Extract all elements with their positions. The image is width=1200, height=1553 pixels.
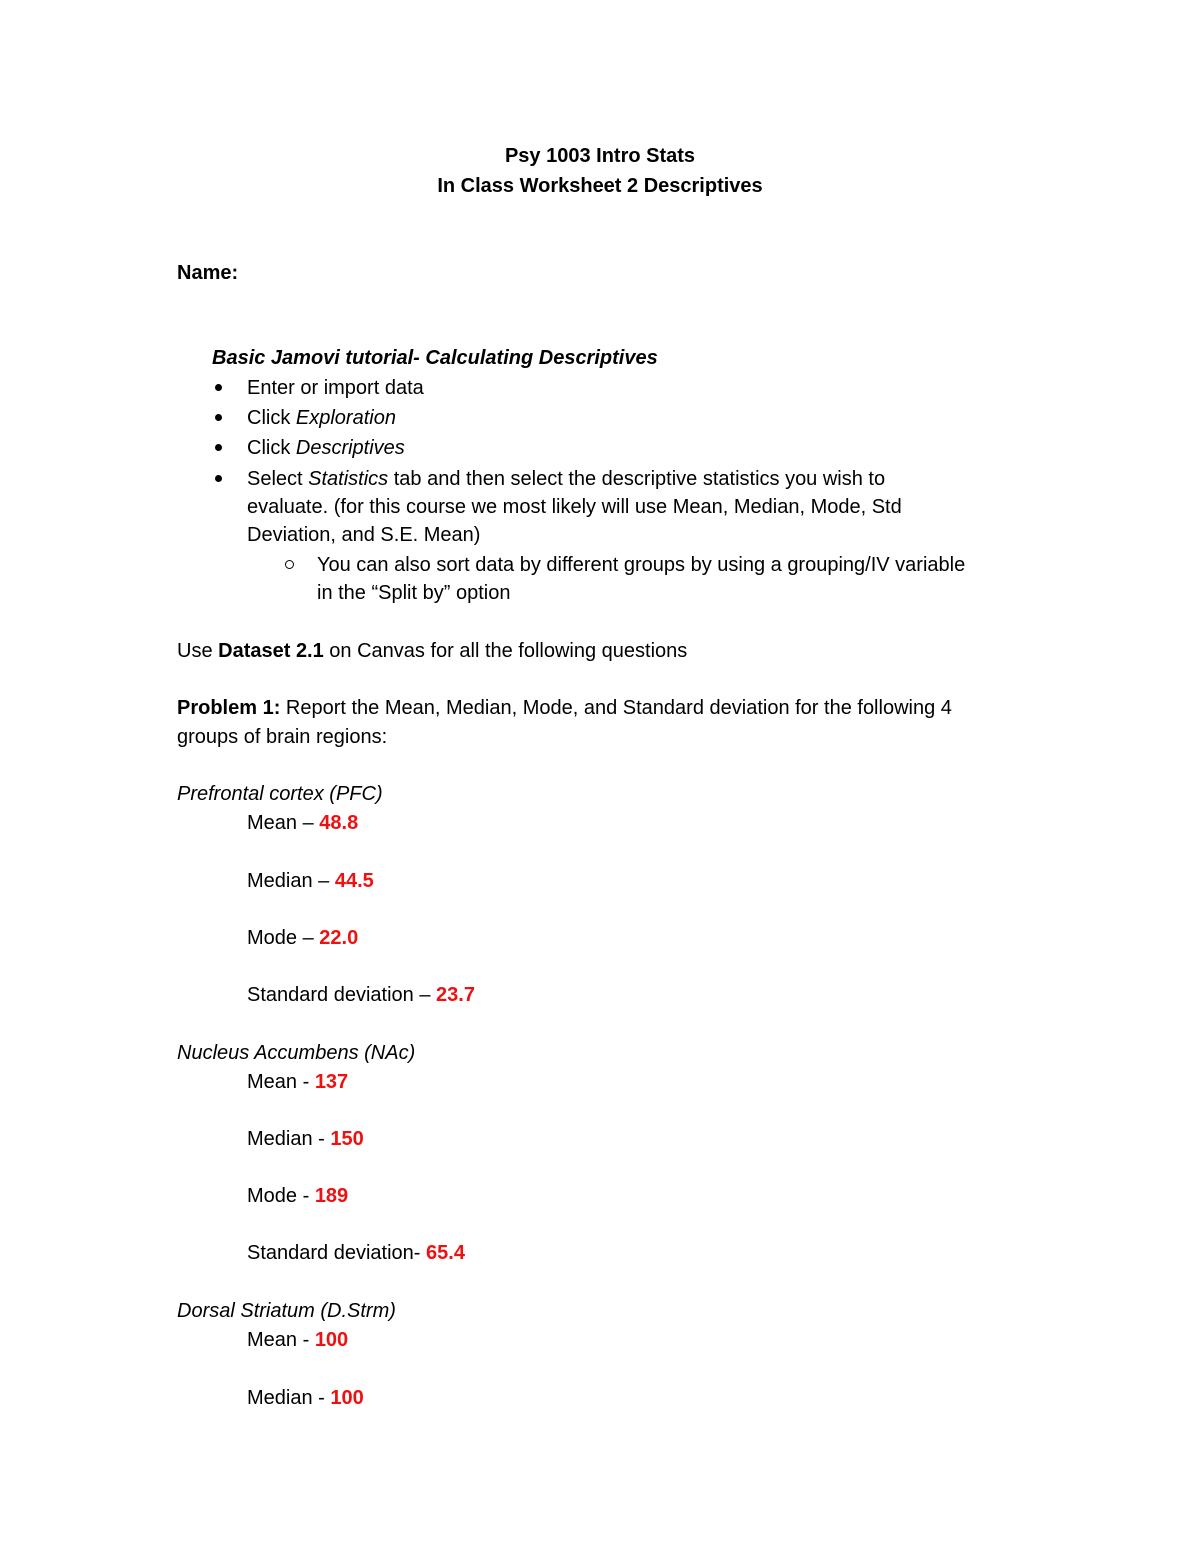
tutorial-step-4-cont: evaluate. (for this course we most likely will use Mean, Median, Mode, Std bbox=[247, 496, 902, 518]
tutorial-step-4-cont: Deviation, and S.E. Mean) bbox=[247, 524, 481, 546]
pfc-heading: Prefrontal cortex (PFC) bbox=[177, 783, 383, 805]
tutorial-sub-step-cont: in the “Split by” option bbox=[317, 582, 511, 604]
tutorial-title: Basic Jamovi tutorial- Calculating Descriptives bbox=[212, 347, 658, 369]
circle-bullet-icon bbox=[285, 560, 294, 569]
tutorial-step-3: Click Descriptives bbox=[247, 437, 405, 459]
nac-sd: Standard deviation- 65.4 bbox=[247, 1242, 465, 1264]
pfc-sd: Standard deviation – 23.7 bbox=[247, 984, 475, 1006]
dstrm-mean: Mean - 100 bbox=[247, 1329, 349, 1351]
pfc-mean: Mean – 48.8 bbox=[247, 812, 359, 834]
dataset-instruction: Use Dataset 2.1 on Canvas for all the following questions bbox=[177, 640, 688, 662]
dstrm-median: Median - 100 bbox=[247, 1387, 364, 1409]
tutorial-sub-step: You can also sort data by different groups by using a grouping/IV variable bbox=[317, 554, 966, 576]
bullet-icon bbox=[215, 414, 222, 421]
name-label: Name: bbox=[177, 262, 239, 284]
bullet-icon bbox=[215, 444, 222, 451]
tutorial-step-1: Enter or import data bbox=[247, 377, 424, 399]
pfc-mode: Mode – 22.0 bbox=[247, 927, 359, 949]
nac-mean: Mean - 137 bbox=[247, 1071, 349, 1093]
course-title: Psy 1003 Intro Stats bbox=[504, 145, 696, 167]
dstrm-heading: Dorsal Striatum (D.Strm) bbox=[177, 1300, 396, 1322]
problem-1: Problem 1: Report the Mean, Median, Mode, and Standard deviation for the following 4 bbox=[177, 697, 952, 719]
tutorial-step-4: Select Statistics tab and then select the descriptive statistics you wish to bbox=[247, 468, 886, 490]
pfc-median: Median – 44.5 bbox=[247, 870, 374, 892]
nac-heading: Nucleus Accumbens (NAc) bbox=[177, 1042, 416, 1064]
nac-median: Median - 150 bbox=[247, 1128, 364, 1150]
worksheet-title: In Class Worksheet 2 Descriptives bbox=[437, 175, 763, 197]
problem-1-cont: groups of brain regions: bbox=[177, 726, 388, 748]
bullet-icon bbox=[215, 384, 222, 391]
bullet-icon bbox=[215, 475, 222, 482]
tutorial-step-2: Click Exploration bbox=[247, 407, 396, 429]
nac-mode: Mode - 189 bbox=[247, 1185, 349, 1207]
